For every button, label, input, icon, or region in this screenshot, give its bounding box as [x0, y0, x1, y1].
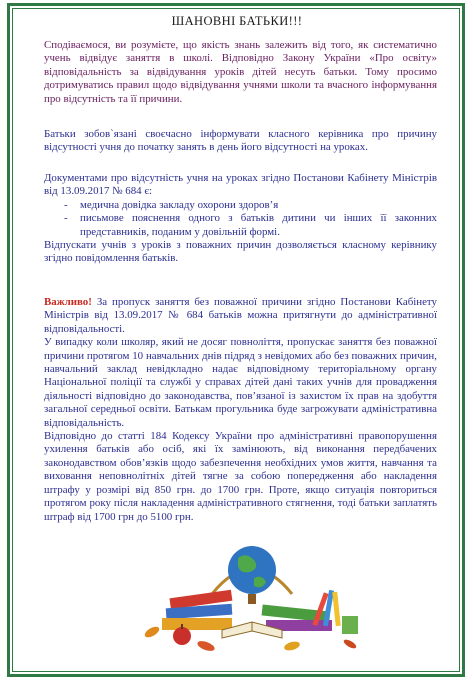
- warning-text: За пропуск заняття без поважної причини згідно Постанови Кабінету Міністрів від 13.09.2017 № 684 батьків можна притягнути до адміністративної відповідальності.: [44, 296, 437, 335]
- documents-item: - медична довідка закладу охорони здоров’я: [64, 198, 279, 211]
- documents-item: - письмове пояснення одного з батьків дитини чи інших її законних представників, поданим у довільній формі.: [64, 212, 437, 238]
- documents-list: [44, 199, 437, 239]
- intro-paragraph: Сподіваємося, ви розумієте, що якість знань залежить від того, як систематично учень відвідує заняття в школі. Відповідно Закону України «Про освіту» відповідальність за відвідування уроків дітей несуть батьки. Тому просимо дотримуватись правил щодо відвідування учнями школи та вчасного інформування про відсутність та її причини.: [44, 39, 437, 105]
- warning-section: [44, 296, 437, 524]
- documents-item-text: письмове пояснення одного з батьків дитини чи інших її законних представників, поданим у довільній формі.: [80, 212, 437, 238]
- fine-paragraph: Відповідно до статті 184 Кодексу України про адміністративні правопорушення ухилення батьків або осіб, які їх замінюють, від виконання передбачених законодавством обов’язків щодо забезпечення необхідних умов життя, навчання та виховання неповнолітніх дітей тягне за собою попередження або накладення штрафу у розмірі від 850 грн. до 1700 грн. Проте, якщо ситуація повториться протягом року після накладення адміністративного стягнення, тоді батьки заплатять штраф від 1700 грн до 5100 грн.: [44, 430, 437, 523]
- documents-lead: Документами про відсутність учня на уроках згідно Постанови Кабінету Міністрів від 13.09.2017 № 684 є:: [44, 172, 437, 198]
- warning-label: Важливо!: [44, 296, 92, 308]
- page-title: ШАНОВНІ БАТЬКИ!!!: [171, 14, 303, 28]
- truancy-paragraph: У випадку коли школяр, який не досяг повноліття, пропускає заняття без поважної причини протягом 10 навчальних днів підряд з невідомих або без поважних причин, навчальний заклад невідкладно надає відповідному територіальному органу Національної поліції та службі у справах дітей дані таких учнів для провадження діяльності відповідно до законодавства, пов’язаної із захистом їх прав на здобуття загальної середньої освіти. Батькам прогульника буде загрожувати адміністративна відповідальність.: [44, 336, 437, 429]
- school-supplies-clipart: [142, 534, 362, 654]
- warning-paragraph: [44, 296, 437, 336]
- duty-paragraph: Батьки зобов`язані своєчасно інформувати класного керівника про причину відсутності учня до початку занять в день його відсутності на уроках.: [44, 128, 437, 154]
- documents-section: [44, 172, 437, 266]
- documents-item-text: медична довідка закладу охорони здоров’я: [80, 198, 279, 211]
- release-paragraph: Відпускати учнів з уроків з поважних причин дозволяється класному керівнику згідно повідомлення батьків.: [44, 239, 437, 265]
